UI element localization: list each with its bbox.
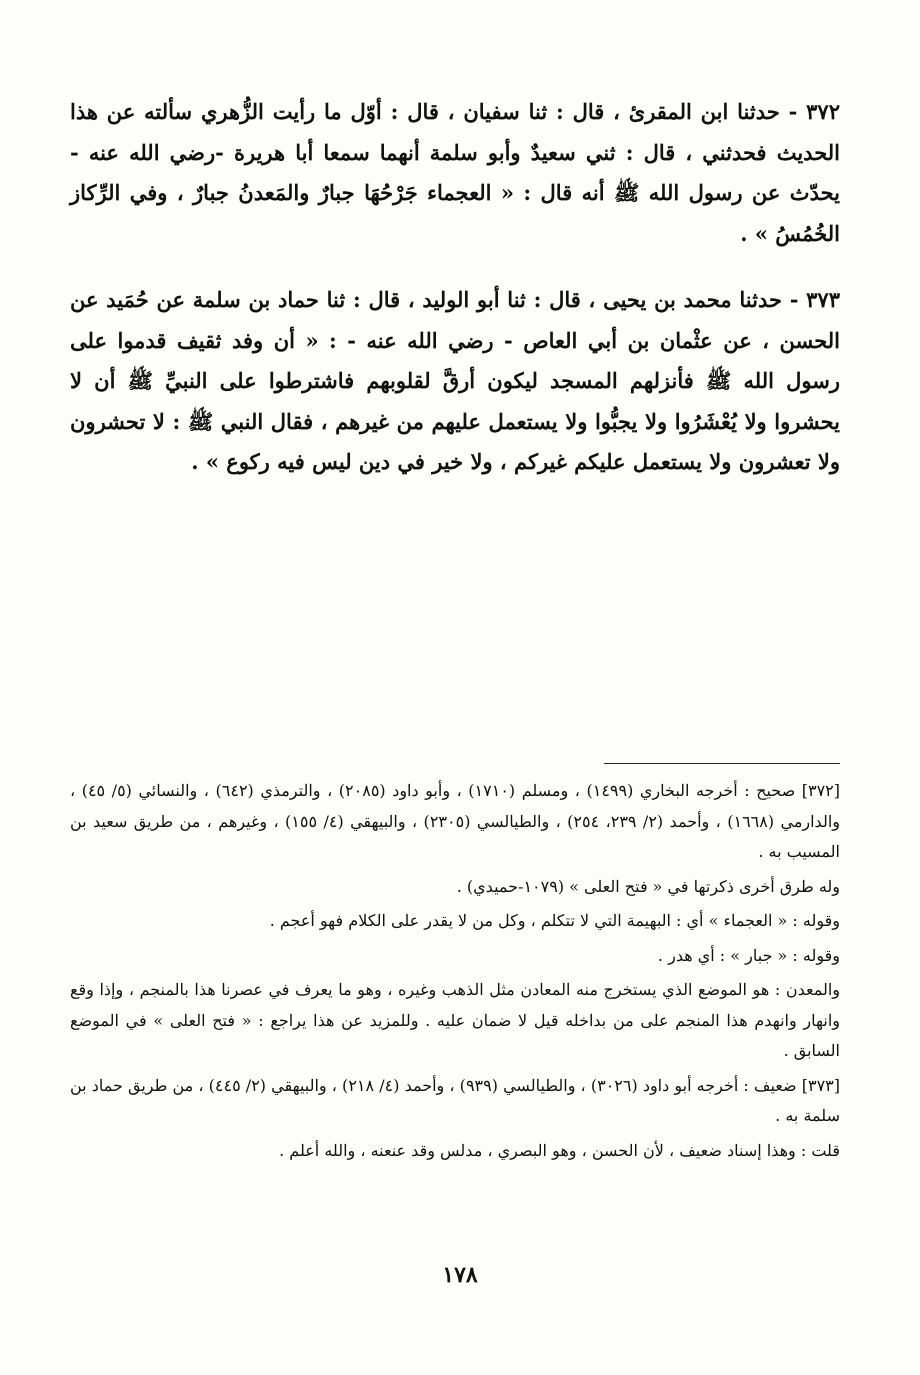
footnote-373-ruling: قلت : وهذا إسناد ضعيف ، لأن الحسن ، وهو البصري ، مدلس وقد عنعنه ، والله أعلم . — [279, 1140, 840, 1160]
main-text — [70, 92, 840, 509]
footnote-372-ajma: وقوله : « العجماء » أي : البهيمة التي لا تتكلم ، وكل من لا يقدر على الكلام فهو أعجم . — [269, 911, 840, 930]
footnote-divider — [604, 763, 840, 764]
page-number: ١٧٨ — [442, 1262, 478, 1288]
footnote-372-takhrij: [٣٧٢] صحيح : أخرجه البخاري (١٤٩٩) ، ومسلم (١٧١٠) ، وأبو داود (٢٠٨٥) ، والترمذي (٦٤٢) ، والنسائي (٥/ ٤٥) ، والدارمي (١٦٦٨) ، وأحمد (٢/ ٢٣٩، ٢٥٤) ، والطيالسي (٢٣٠٥) ، والبيهقي (٤/ ١٥٥) ، وغيرهم ، من طريق سعيد بن المسيب به . — [70, 781, 841, 861]
footnotes — [70, 776, 840, 1170]
hadith-372: ٣٧٢ - حدثنا ابن المقرئ ، قال : ثنا سفيان ، قال : أوّل ما رأيت الزُّهري سألته عن هذا الحديث فحدثني ، قال : ثني سعيدٌ وأبو سلمة أنهما سمعا أبا هريرة -رضي الله عنه - يحدّث عن رسول الله ﷺ أنه قال : « العجماء جَرْحُهَا جبارٌ والمَعدنُ جبارٌ ، وفي الرِّكاز الخُمُسُ » . — [70, 99, 840, 246]
footnote-372-other-routes: وله طرق أخرى ذكرتها في « فتح العلى » (١٠٧٩-حميدي) . — [456, 876, 840, 896]
footnote-372-jubar: وقوله : « جبار » : أي هدر . — [657, 945, 840, 965]
footnote-373-takhrij: [٣٧٣] ضعيف : أخرجه أبو داود (٣٠٢٦) ، والطيالسي (٩٣٩) ، وأحمد (٤/ ٢١٨) ، والبيهقي (٢/ ٤٤٥) ، من طريق حماد بن سلمة به . — [70, 1075, 841, 1125]
hadith-373: ٣٧٣ - حدثنا محمد بن يحيى ، قال : ثنا أبو الوليد ، قال : ثنا حماد بن سلمة عن حُمَيد عن الحسن ، عن عثْمان بن أبي العاص - رضي الله عنه - : « أن وفد ثقيف قدموا على رسول الله ﷺ فأنزلهم المسجد ليكون أرقَّ لقلوبهم فاشترطوا على النبيِّ ﷺ أن لا يحشروا ولا يُعْشَرُوا ولا يجبُّوا ولا يستعمل عليهم من غيرهم ، فقال النبي ﷺ : لا تحشرون ولا تعشرون ولا يستعمل عليكم غيركم ، ولا خير في دين ليس فيه ركوع » . — [70, 287, 840, 474]
footnote-372-madin: والمعدن : هو الموضع الذي يستخرج منه المعادن مثل الذهب وغيره ، وهو ما يعرف في عصرنا هذا بالمنجم ، وإذا وقع وانهار وانهدم هذا المنجم على من بداخله قيل لا ضمان عليه . وللمزيد عن هذا يراجع : « فتح العلى » في الموضع السابق . — [70, 980, 840, 1060]
